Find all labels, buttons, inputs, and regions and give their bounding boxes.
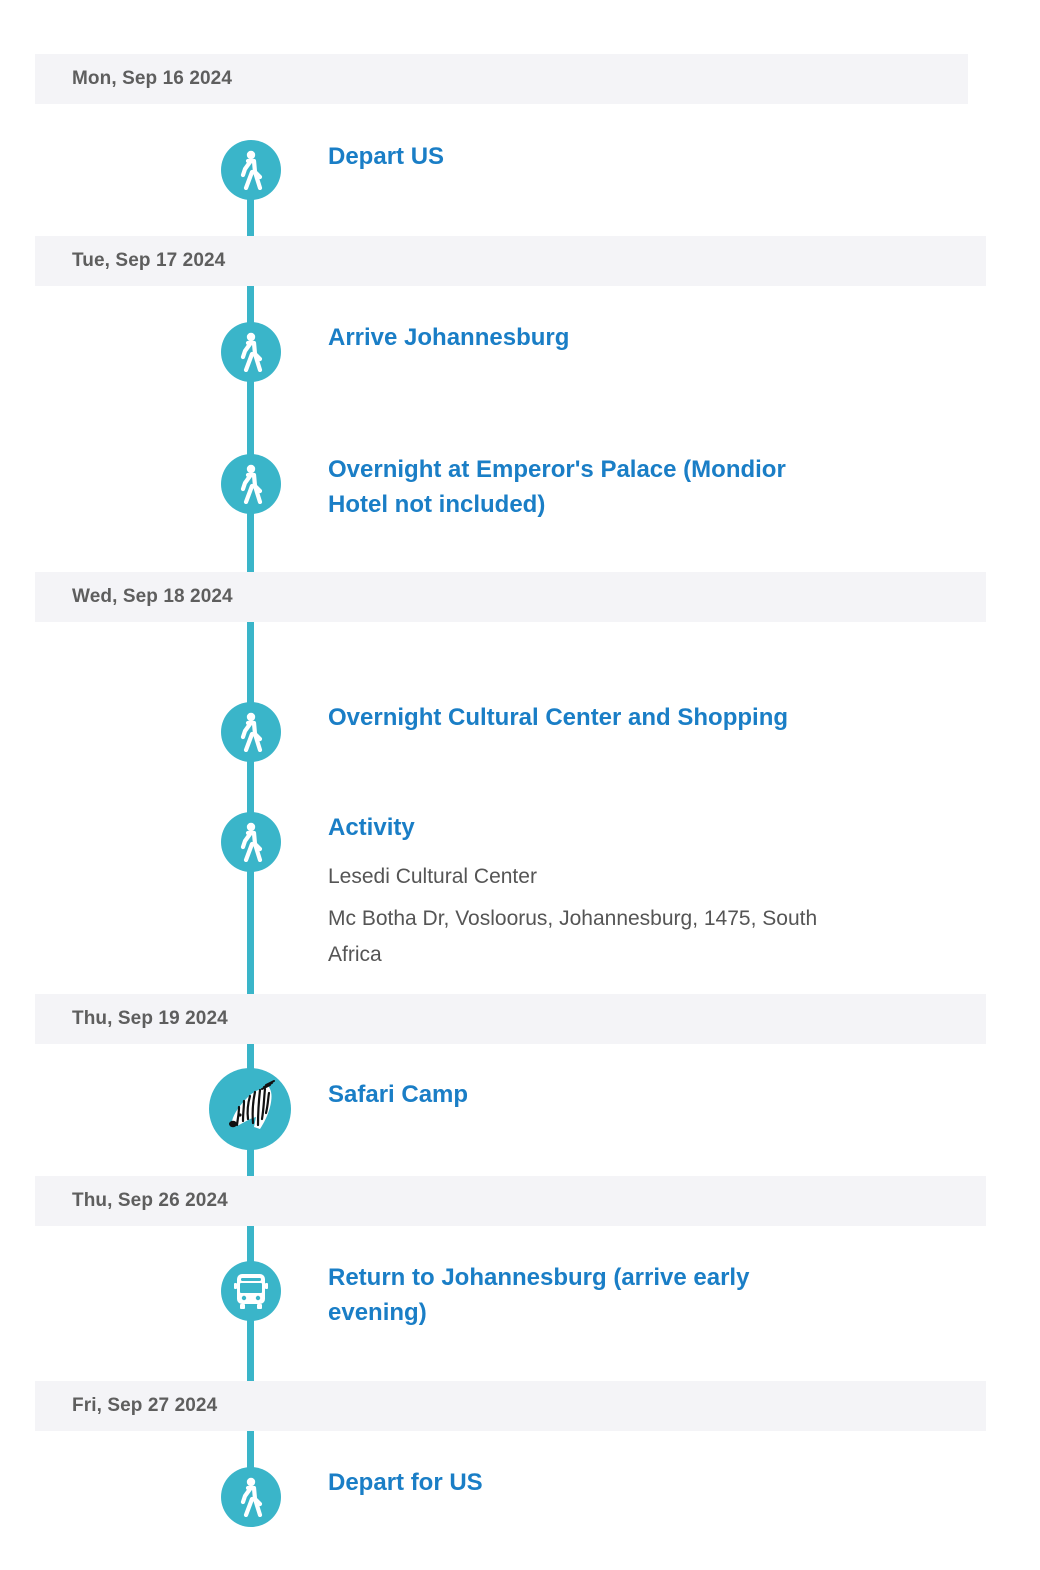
day-header <box>35 572 986 622</box>
day-date: Mon, Sep 16 2024 <box>72 68 233 89</box>
event-title[interactable]: Overnight Cultural Center and Shopping <box>328 704 789 731</box>
timeline-line <box>247 622 254 994</box>
day-date: Fri, Sep 27 2024 <box>72 1395 218 1416</box>
event-title[interactable]: Arrive Johannesburg <box>328 324 570 351</box>
day-header <box>35 1381 986 1431</box>
event-title[interactable]: Return to Johannesburg (arrive early evening) <box>328 1264 750 1326</box>
event-node <box>221 322 281 382</box>
event-node <box>209 1068 291 1150</box>
day-date: Tue, Sep 17 2024 <box>72 250 226 271</box>
event-node <box>221 1261 281 1321</box>
walking-person-icon <box>236 822 266 862</box>
day-header <box>35 1176 986 1226</box>
day-header <box>35 236 986 286</box>
walking-person-icon <box>236 332 266 372</box>
event-title[interactable]: Safari Camp <box>328 1081 469 1108</box>
day-header <box>35 994 986 1044</box>
day-header <box>35 54 968 104</box>
bus-icon <box>233 1271 269 1311</box>
walking-person-icon <box>236 150 266 190</box>
event-title[interactable]: Overnight at Emperor's Palace (Mondior Hotel not included) <box>328 456 786 518</box>
event-node <box>221 454 281 514</box>
event-title[interactable]: Activity <box>328 814 415 841</box>
event-address[interactable]: Mc Botha Dr, Vosloorus, Johannesburg, 1475, South Africa <box>328 907 818 966</box>
event-title[interactable]: Depart for US <box>328 1469 483 1496</box>
walking-person-icon <box>236 1477 266 1517</box>
walking-person-icon <box>236 464 266 504</box>
event-node <box>221 812 281 872</box>
event-node <box>221 1467 281 1527</box>
event-node <box>221 140 281 200</box>
event-title[interactable]: Depart US <box>328 143 445 170</box>
day-date: Thu, Sep 19 2024 <box>72 1008 228 1029</box>
day-date: Wed, Sep 18 2024 <box>72 586 233 607</box>
event-place: Lesedi Cultural Center <box>328 865 537 888</box>
event-node <box>221 702 281 762</box>
day-date: Thu, Sep 26 2024 <box>72 1190 228 1211</box>
zebra-icon <box>220 1079 280 1139</box>
walking-person-icon <box>236 712 266 752</box>
